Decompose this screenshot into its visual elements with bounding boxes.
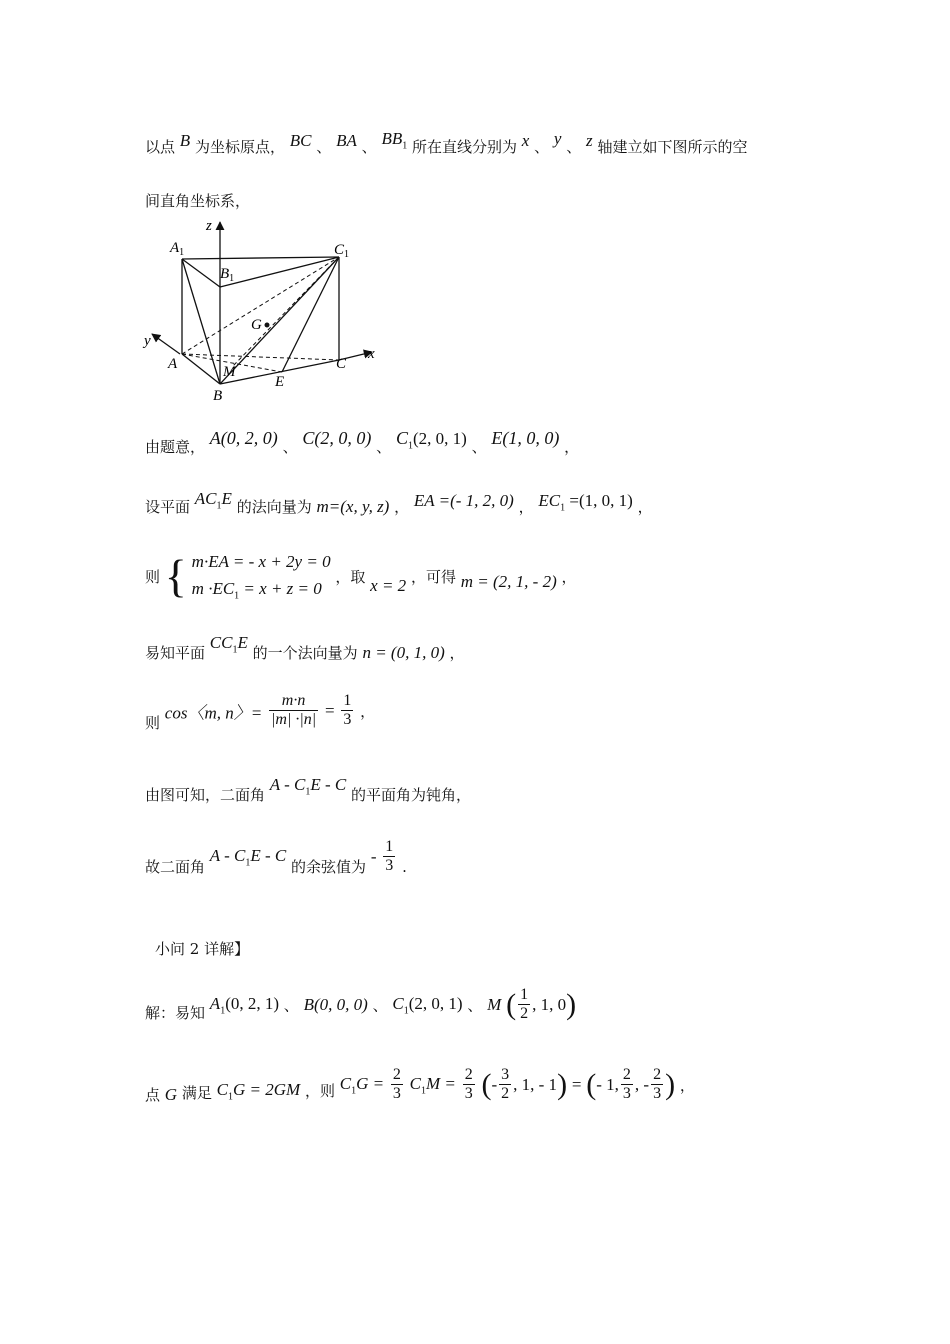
- label-y: y: [144, 333, 151, 349]
- text: ，: [360, 702, 376, 721]
- math-text: C: [395, 428, 408, 448]
- paragraph-equation-system: [145, 548, 577, 605]
- text: 的法向量为: [236, 498, 312, 516]
- math-text: C: [339, 1073, 352, 1093]
- math-text: BB: [381, 129, 403, 148]
- math-B: B: [179, 131, 191, 150]
- paragraph-cosine: [145, 692, 376, 733]
- math-text: , -: [634, 1074, 650, 1094]
- label-G: G: [251, 317, 262, 333]
- text: ，: [561, 567, 577, 586]
- text: 所在直线分别为: [412, 138, 518, 156]
- math-text: C: [392, 993, 404, 1013]
- math-point-A1: [209, 993, 280, 1017]
- text: 设平面: [145, 498, 191, 516]
- subscript: 1: [245, 857, 251, 869]
- text: ，: [637, 498, 653, 516]
- text: 、: [471, 438, 487, 456]
- paragraph-obtuse: [145, 775, 472, 807]
- paragraph-point-G: [145, 1066, 695, 1104]
- denominator: |m| ·|n|: [271, 711, 317, 729]
- subscript: 1: [216, 500, 222, 512]
- label-M: M: [223, 364, 236, 380]
- text: .: [402, 857, 407, 876]
- math-point-C: C(2, 0, 0): [302, 428, 372, 448]
- math-vector-EA: EA =(- 1, 2, 0): [413, 491, 514, 510]
- label-C: C: [336, 356, 347, 372]
- text: ，: [564, 438, 580, 456]
- equation-2: [192, 575, 331, 604]
- math-text: (2, 0, 1): [412, 429, 467, 448]
- math-text: EC: [538, 491, 561, 510]
- text: 故二面角: [145, 858, 206, 877]
- numerator: 3: [499, 1066, 511, 1085]
- math-text: A - C: [269, 775, 306, 794]
- text: 、: [534, 138, 550, 156]
- math-text: =(1, 0, 1): [565, 491, 633, 510]
- text: 满足: [181, 1084, 212, 1103]
- paragraph-normal-vector: [145, 489, 653, 519]
- text: 、: [566, 138, 582, 156]
- math-point-C1: [395, 428, 467, 452]
- math-point-A: A(0, 2, 0): [209, 428, 278, 448]
- numerator: 1: [518, 986, 530, 1005]
- math-cos: cos〈m, n〉=: [164, 703, 263, 723]
- left-brace: {: [164, 550, 187, 602]
- math-text: = x + z = 0: [239, 579, 322, 599]
- subscript: 1: [305, 786, 311, 798]
- numerator: 1: [341, 692, 353, 711]
- math-point-B: B(0, 0, 0): [303, 994, 368, 1014]
- paragraph-coordinate-setup: [145, 129, 748, 159]
- fraction-two-thirds: [621, 1066, 633, 1104]
- text: 、: [376, 438, 392, 456]
- subscript: 1: [232, 644, 238, 656]
- text: ，: [394, 498, 410, 516]
- text: ，可得: [410, 567, 456, 586]
- subscript: 1: [229, 273, 235, 284]
- text: 、: [372, 996, 388, 1015]
- text: ，取: [335, 567, 366, 586]
- math-text: , 1, - 1: [513, 1074, 558, 1094]
- label-C1: [334, 242, 349, 260]
- denominator: 3: [343, 711, 352, 729]
- subscript: 1: [220, 1005, 226, 1017]
- text: 点: [145, 1086, 161, 1105]
- text: 由题意，: [145, 438, 206, 456]
- subscript: 1: [228, 1091, 233, 1103]
- text: 、: [282, 438, 298, 456]
- point-G: [265, 323, 270, 328]
- math-C1M: [409, 1073, 456, 1097]
- label-A: A: [168, 356, 178, 372]
- subscript: 1: [234, 590, 240, 602]
- denominator: 3: [392, 1085, 401, 1103]
- subscript: 1: [421, 1085, 427, 1097]
- math-point-C1: [392, 993, 463, 1017]
- paragraph-coordinate-system: [145, 190, 250, 211]
- minus-sign: -: [370, 846, 377, 866]
- math-z: z: [586, 131, 593, 150]
- math-BB1: [381, 129, 408, 152]
- label-text: C: [334, 242, 345, 258]
- text: 的余弦值为: [291, 858, 367, 877]
- math-BA: BA: [336, 131, 357, 150]
- subscript: 1: [407, 440, 413, 452]
- math-text: E: [221, 489, 232, 508]
- text: 则: [145, 714, 161, 733]
- paragraph-cosine-answer: [145, 838, 407, 876]
- denominator: 2: [520, 1005, 529, 1023]
- text: 由图可知，二面角: [145, 786, 266, 804]
- math-m-result: m = (2, 1, - 2): [460, 572, 557, 592]
- fraction-half: [518, 986, 530, 1024]
- math-text: C: [216, 1079, 228, 1099]
- text: ，: [449, 644, 465, 662]
- paren-open: (: [506, 987, 517, 1021]
- math-plane-CC1E: [209, 633, 248, 656]
- fraction-two-thirds: [651, 1066, 663, 1104]
- fraction-one-third: [341, 692, 353, 730]
- math-text: (2, 0, 1): [408, 993, 463, 1013]
- text: 、: [361, 138, 377, 156]
- fraction-mn: [269, 692, 318, 730]
- subscript: 1: [403, 1005, 409, 1017]
- numerator: 2: [463, 1066, 475, 1085]
- math-vector-m: m=(x, y, z): [316, 497, 390, 516]
- text: 则: [145, 567, 161, 586]
- math-text: A - C: [209, 845, 246, 865]
- fraction-two-thirds: [463, 1066, 475, 1104]
- paren-open: (: [481, 1067, 492, 1101]
- label-x: x: [368, 346, 375, 362]
- numerator: 1: [383, 838, 395, 857]
- math-text: A: [209, 993, 221, 1013]
- math-text: CC: [209, 633, 233, 652]
- math-C1G: [339, 1073, 385, 1097]
- equals: =: [324, 700, 335, 720]
- math-relation: [216, 1079, 301, 1103]
- paren-close: ): [566, 987, 577, 1021]
- paragraph-points-part2: [145, 986, 576, 1024]
- math-dihedral-angle: [269, 775, 347, 798]
- label-A1: [169, 240, 184, 258]
- text: 为坐标原点，: [194, 138, 285, 156]
- label-E: E: [275, 374, 285, 390]
- paren-close: ): [665, 1067, 676, 1101]
- text: 以点: [145, 138, 176, 156]
- math-y: y: [553, 129, 562, 148]
- math-vector-n: n = (0, 1, 0): [362, 643, 445, 662]
- denominator: 2: [501, 1085, 510, 1103]
- denominator: 3: [464, 1085, 473, 1103]
- subscript: 1: [179, 247, 185, 258]
- subscript: 1: [344, 249, 350, 260]
- fraction-one-third: [383, 838, 395, 876]
- text: 间直角坐标系，: [145, 192, 251, 210]
- math-BC: BC: [289, 131, 312, 150]
- subscript: 1: [402, 140, 408, 152]
- equation-1: m·EA = - x + 2y = 0: [191, 552, 331, 571]
- math-text: AC: [194, 489, 217, 508]
- subscript: 1: [560, 502, 566, 514]
- math-text: G =: [356, 1073, 385, 1093]
- text: ，: [679, 1076, 695, 1095]
- label-text: A: [170, 240, 180, 256]
- math-point-M: M: [487, 994, 502, 1014]
- paragraph-points: [145, 428, 580, 460]
- math-vector-EC1: [538, 491, 633, 514]
- math-text: M =: [426, 1073, 456, 1093]
- denominator: 3: [385, 857, 394, 875]
- equation-system: [192, 548, 331, 605]
- math-text: - 1,: [596, 1074, 619, 1094]
- math-text: , 1, 0: [532, 994, 567, 1014]
- label-B1: [220, 266, 234, 284]
- math-x: x: [521, 131, 530, 150]
- text: 、: [467, 996, 483, 1015]
- subscript: 1: [351, 1085, 357, 1097]
- text: 轴建立如下图所示的空: [597, 138, 748, 156]
- minus-sign: -: [491, 1074, 498, 1094]
- math-text: m ·EC: [191, 579, 235, 599]
- math-text: (0, 2, 1): [225, 993, 280, 1013]
- section-heading-part-2: [155, 938, 249, 959]
- prism-figure: [136, 212, 396, 412]
- text: 的平面角为钝角，: [351, 786, 472, 804]
- denominator: 3: [622, 1085, 631, 1103]
- equals: =: [571, 1074, 582, 1094]
- paragraph-plane-CC1E: [145, 633, 465, 665]
- math-point-E: E(1, 0, 0): [491, 428, 560, 448]
- y-axis: [152, 334, 180, 354]
- math-text: G = 2GM: [233, 1079, 301, 1099]
- label-B: B: [213, 388, 223, 404]
- math-text: C: [409, 1073, 422, 1093]
- math-dihedral-angle: [209, 845, 287, 869]
- numerator: 2: [651, 1066, 663, 1085]
- label-z: z: [206, 218, 212, 234]
- label-text: B: [220, 266, 230, 282]
- text: 、: [316, 138, 332, 156]
- numerator: m·n: [269, 692, 318, 711]
- fraction-three-halves: [499, 1066, 511, 1104]
- text: ，: [518, 498, 534, 516]
- fraction-two-thirds: [391, 1066, 403, 1104]
- text: ，则: [304, 1082, 335, 1101]
- text: 的一个法向量为: [252, 644, 358, 662]
- denominator: 3: [653, 1085, 662, 1103]
- text: 小问 2 详解】: [155, 940, 250, 958]
- math-x-equals-2: x = 2: [370, 576, 407, 596]
- paren-open: (: [586, 1067, 597, 1101]
- numerator: 2: [391, 1066, 403, 1085]
- text: 、: [283, 996, 299, 1015]
- paren-close: ): [557, 1067, 568, 1101]
- numerator: 2: [621, 1066, 633, 1085]
- text: 易知平面: [145, 644, 206, 662]
- math-text: E - C: [310, 775, 347, 794]
- math-plane-AC1E: [194, 489, 232, 512]
- math-G: G: [164, 1084, 178, 1104]
- text: 解：易知: [145, 1004, 206, 1023]
- math-text: E: [237, 633, 248, 652]
- math-text: E - C: [250, 845, 287, 865]
